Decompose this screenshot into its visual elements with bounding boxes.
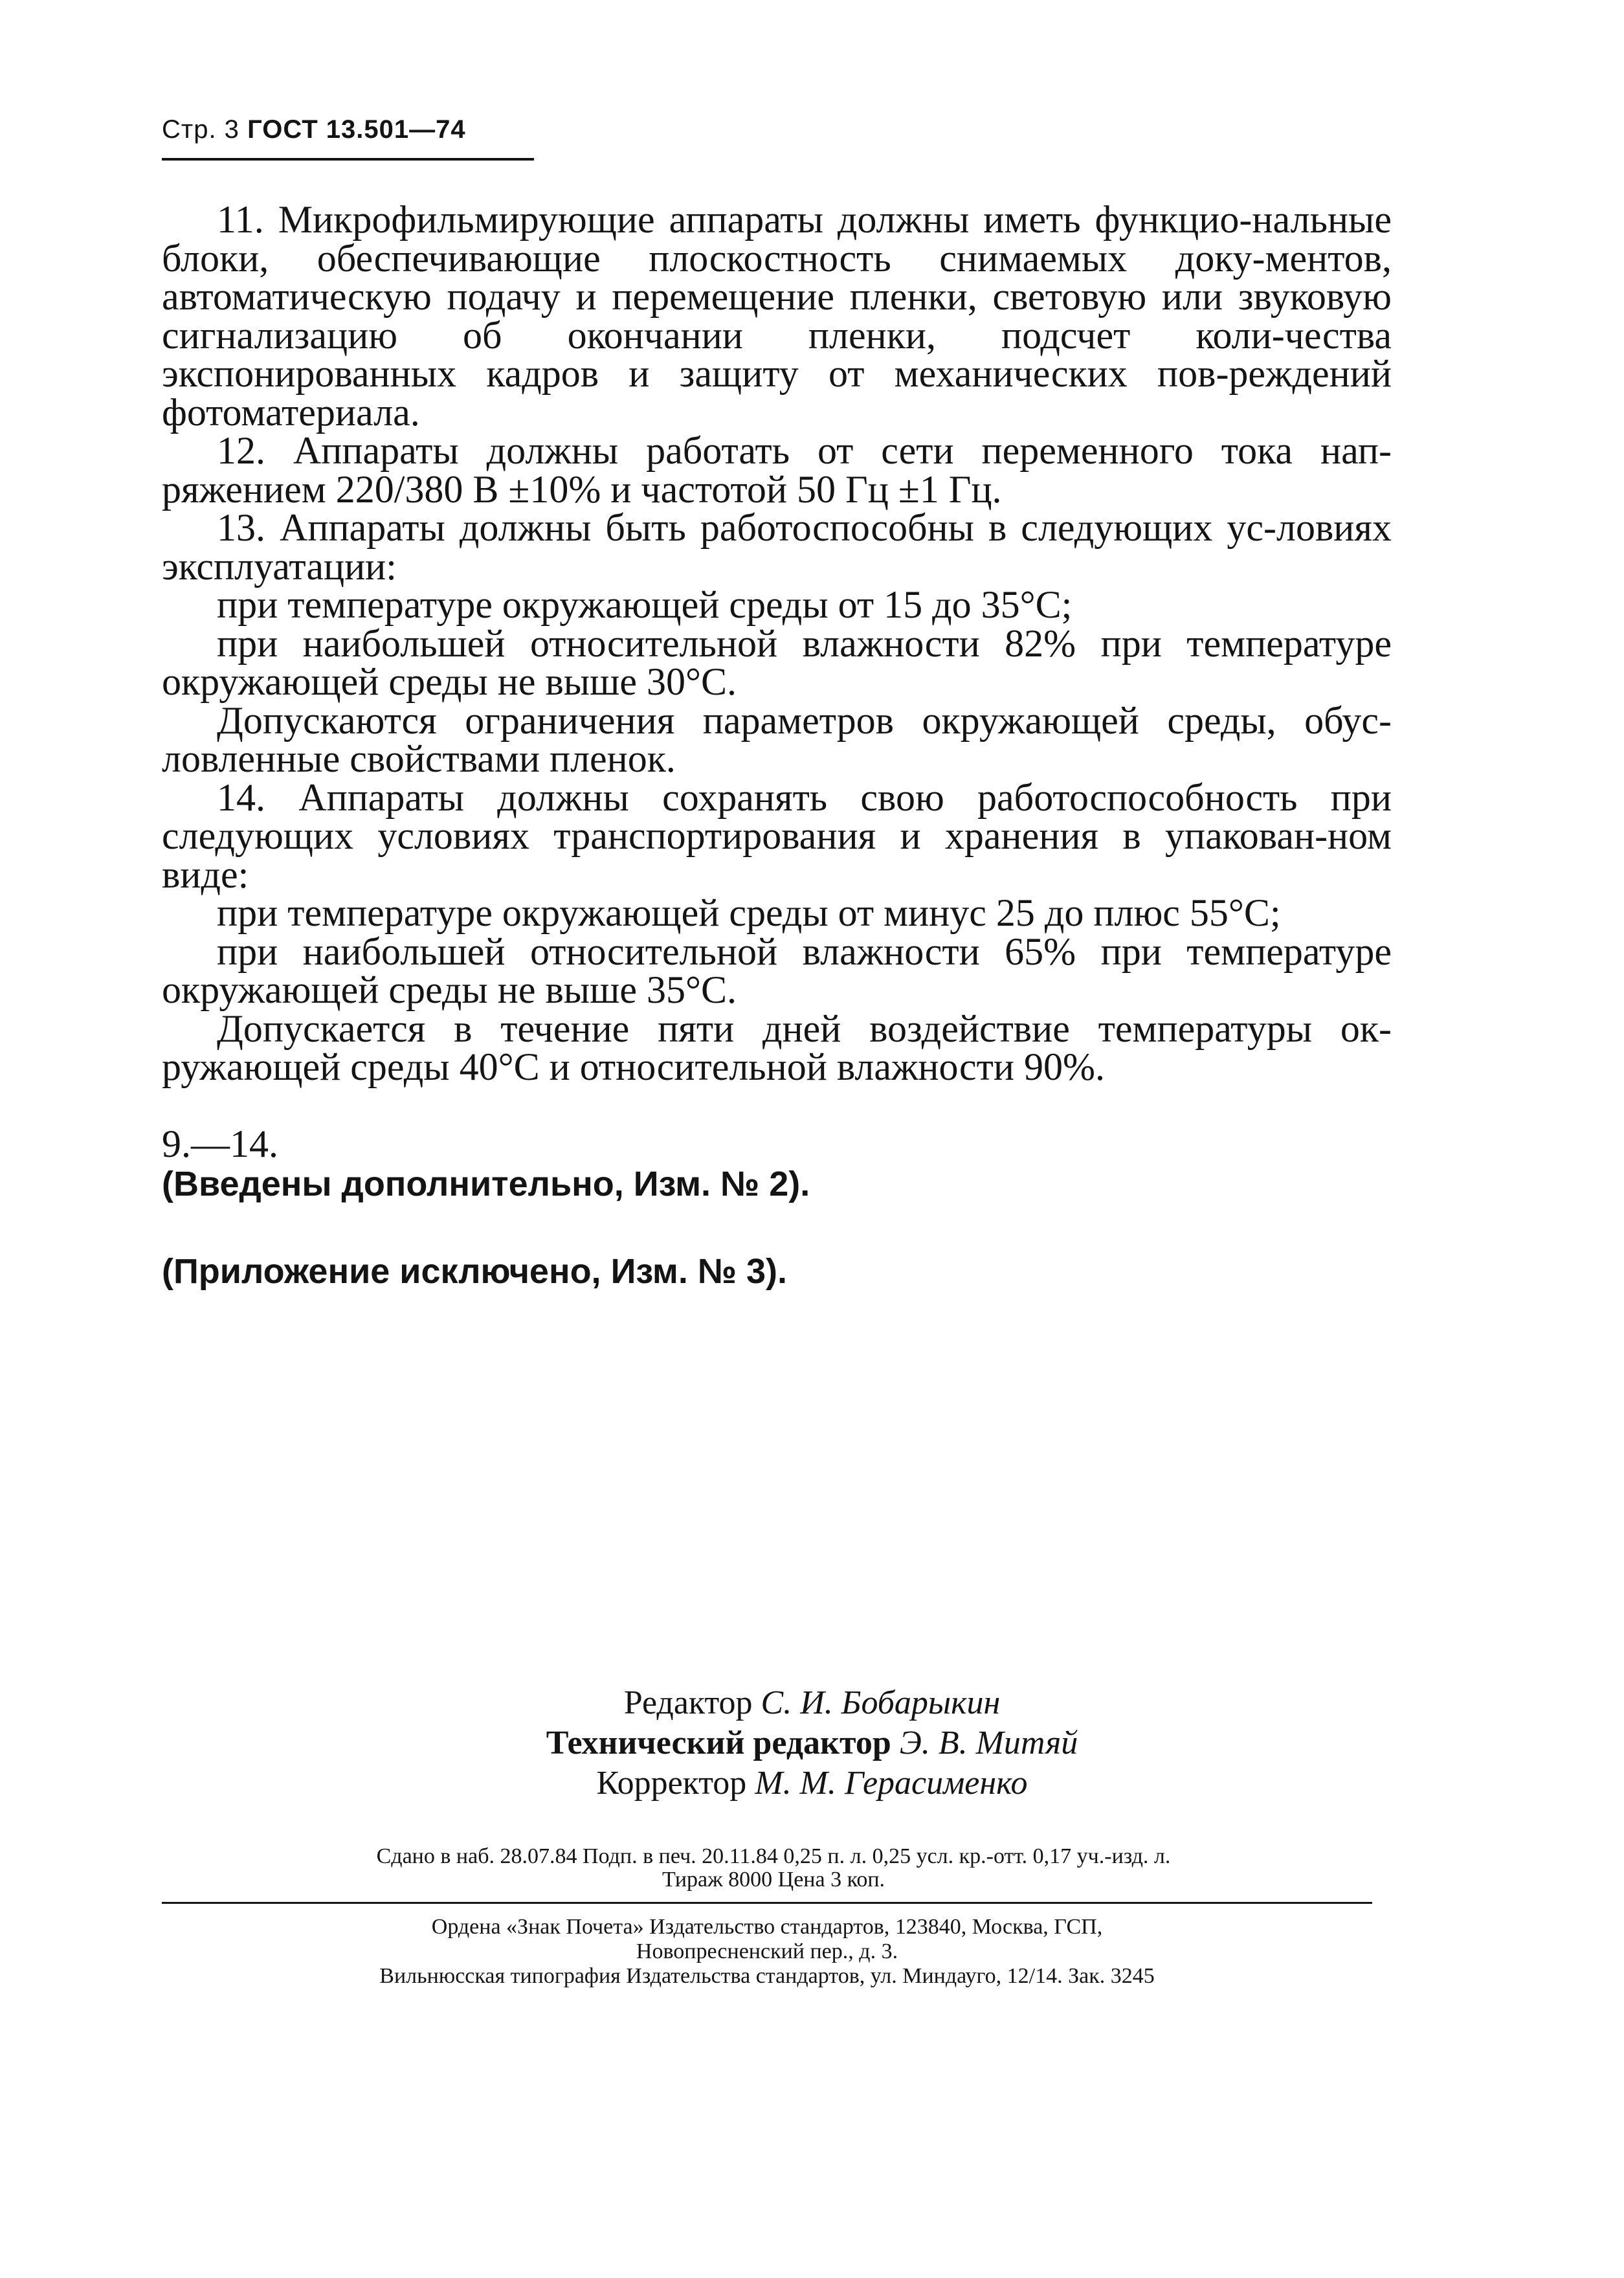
amendment-note — [162, 1087, 1392, 1204]
tech-editor-name: Э. В. Митяй — [899, 1725, 1078, 1761]
body-text — [162, 198, 1392, 1291]
tech-editor-role: Технический редактор — [546, 1725, 891, 1761]
paragraph-13: 13. Аппараты должны быть работоспособны в следующих ус-ловиях эксплуатации: — [162, 506, 1392, 588]
appendix-note — [162, 1212, 1392, 1291]
publisher-info — [175, 1915, 1359, 1989]
condition-humidity-operation: при наибольшей относительной влажности 82% при температуре окружающей среды не выше 30°С. — [162, 621, 1392, 703]
condition-humidity-storage: при наибольшей относительной влажности 65% при температуре окружающей среды не выше 35°С. — [162, 930, 1392, 1011]
proofreader-role: Корректор — [596, 1765, 747, 1802]
page-number: Стр. 3 — [162, 115, 239, 144]
page-header — [162, 115, 466, 144]
condition-temperature-operation: при температуре окружающей среды от 15 до 35°С; — [217, 583, 1073, 626]
publisher-line-2: Новопресненский пер., д. 3. — [636, 1939, 898, 1963]
amendment-text: (Введены дополнительно, Изм. № 2). — [162, 1164, 810, 1203]
condition-temperature-storage: при температуре окружающей среды от минус 25 до плюс 55°С; — [217, 891, 1281, 934]
five-day-exposure-note: Допускается в течение пяти дней воздействие температуры ок-ружающей среды 40°С и относительной влажности 90%. — [162, 1007, 1392, 1088]
editor-line — [0, 1683, 1624, 1723]
imprint-line-1: Сдано в наб. 28.07.84 Подп. в печ. 20.11.84 0,25 п. л. 0,25 усл. кр.-отт. 0,17 уч.-изд. л. — [376, 1844, 1171, 1868]
editor-name: С. И. Бобарыкин — [761, 1684, 1001, 1721]
print-imprint — [175, 1845, 1372, 1892]
proofreader-name: М. М. Герасименко — [755, 1765, 1028, 1802]
paragraph-12: 12. Аппараты должны работать от сети переменного тока нап-ряжением 220/380 В ±10% и частотой 50 Гц ±1 Гц. — [162, 429, 1392, 511]
paragraph-11: 11. Микрофильмирующие аппараты должны иметь функцио-нальные блоки, обеспечивающие плоскостность снимаемых доку-ментов, автоматическую подачу и перемещение пленки, световую или звуковую сигнализацию об окончании пленки, подсчет коли-чества экспонированных кадров и защиту от механических пов-реждений фотоматериала. — [162, 198, 1392, 434]
credits — [0, 1683, 1624, 1803]
film-limitations-note: Допускаются ограничения параметров окружающей среды, обус-ловленные свойствами пленок. — [162, 698, 1392, 780]
publisher-line-3: Вильнюсская типография Издательства стандартов, ул. Миндауго, 12/14. Зак. 3245 — [379, 1964, 1155, 1988]
publisher-line-1: Ордена «Знак Почета» Издательство стандартов, 123840, Москва, ГСП, — [431, 1915, 1103, 1939]
standard-number: ГОСТ 13.501—74 — [247, 115, 466, 144]
proofreader-line — [0, 1763, 1624, 1803]
header-rule — [162, 158, 534, 161]
amendment-range: 9.—14. — [162, 1122, 278, 1165]
paragraph-14: 14. Аппараты должны сохранять свою работоспособность при следующих условиях транспортирования и хранения в упакован-ном виде: — [162, 776, 1392, 896]
tech-editor-line — [0, 1723, 1624, 1763]
appendix-note-text: (Приложение исключено, Изм. № 3). — [162, 1251, 788, 1291]
editor-role: Редактор — [623, 1684, 753, 1721]
imprint-line-2: Тираж 8000 Цена 3 коп. — [662, 1868, 885, 1892]
imprint-rule — [162, 1902, 1372, 1904]
